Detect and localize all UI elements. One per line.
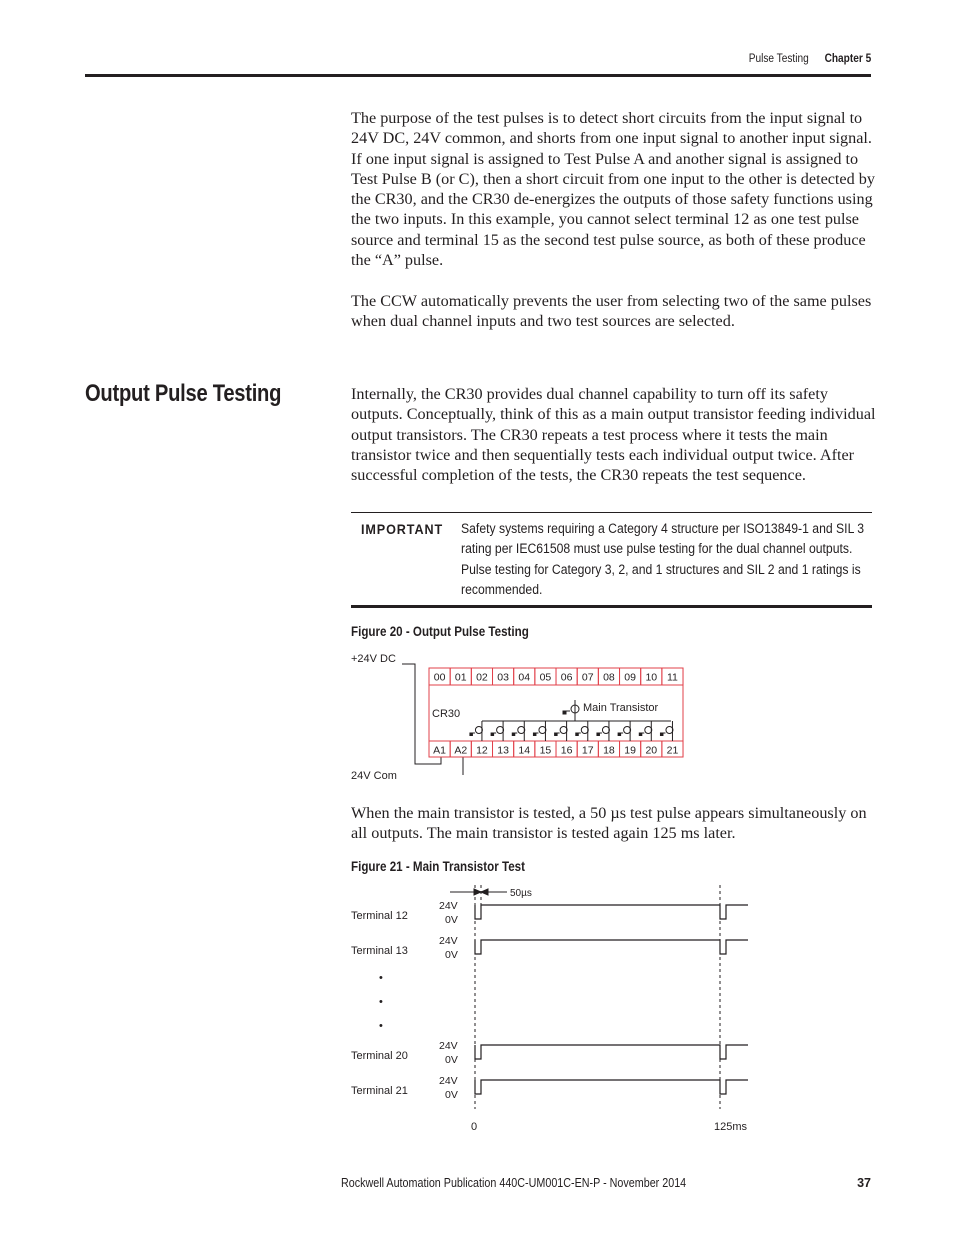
important-callout — [351, 512, 872, 608]
output-transistor-symbol — [533, 721, 546, 741]
terminal-label-bottom: 12 — [476, 744, 488, 757]
running-header — [748, 53, 871, 65]
output-transistor-symbol — [470, 721, 483, 741]
footer-publication: Rockwell Automation Publication 440C-UM001C-EN-P - November 2014 — [341, 1176, 687, 1190]
output-transistor-symbol — [618, 721, 631, 741]
terminal-label-top: 08 — [603, 671, 615, 684]
terminal-label-top: 09 — [624, 671, 636, 684]
level-24v-label: 24V — [439, 900, 458, 912]
bottom-terminal-row — [429, 741, 683, 757]
main-transistor-symbol — [563, 700, 579, 721]
terminal-label-bottom: A2 — [454, 744, 468, 757]
terminal-label-top: 04 — [518, 671, 531, 684]
terminal-label-bottom: 16 — [560, 744, 573, 757]
terminal-label-bottom: 18 — [603, 744, 615, 757]
output-transistor-symbol — [555, 721, 568, 741]
section-heading: Output Pulse Testing — [85, 380, 282, 407]
pulse-waveform — [475, 1080, 748, 1094]
terminal-label-bottom: 15 — [539, 744, 552, 757]
time-125ms-label: 125ms — [714, 1121, 748, 1133]
figure-20-caption: Figure 20 - Output Pulse Testing — [351, 624, 529, 639]
dot-2: • — [379, 996, 383, 1008]
terminal-label-top: 11 — [667, 671, 678, 684]
time-zero-label: 0 — [471, 1121, 478, 1133]
terminal-row-label: Terminal 20 — [351, 1050, 408, 1062]
main-transistor-timing-diagram — [340, 877, 760, 1137]
header-section: Pulse Testing — [748, 53, 809, 65]
terminal-label-bottom: A1 — [433, 744, 447, 757]
terminal-label-bottom: 20 — [645, 744, 658, 757]
output-pulse-diagram — [340, 645, 700, 790]
terminal-label-top: 03 — [497, 671, 509, 684]
terminal-label-top: 00 — [433, 671, 446, 684]
output-transistors — [470, 721, 673, 741]
intro-paragraph-1: The purpose of the test pulses is to detect short circuits from the input signal to 24V DC, 24V common, and shorts from one input signal to another input signal. If one input signal is assigned to Test Pulse A and another signal is assigned to Test Pulse B (or C), then a short circuit from one input to the other is detected by the CR30, and the CR30 de-energizes the outputs of those safety functions using the two inputs. In this example, you cannot select terminal 12 as one test pulse source and terminal 15 as the second test pulse source, as both of these produce the “A” pulse. — [351, 109, 875, 270]
header-rule — [85, 74, 871, 77]
terminal-label-bottom: 14 — [518, 744, 531, 757]
intro-paragraph-2: The CCW automatically prevents the user from selecting two of the same pulses when dual channel inputs and two test sources are selected. — [351, 292, 872, 331]
terminal-label-bottom: 21 — [666, 744, 679, 757]
terminal-label-bottom: 19 — [624, 744, 636, 757]
dot-1: • — [379, 972, 383, 984]
plus-24v-label: +24V DC — [351, 653, 396, 665]
pulse-waveform — [475, 940, 748, 954]
level-0v-label: 0V — [445, 914, 458, 926]
dot-3: • — [379, 1020, 383, 1032]
terminal-label-top: 06 — [560, 671, 573, 684]
main-transistor-label: Main Transistor — [583, 702, 659, 714]
output-transistor-symbol — [639, 721, 652, 741]
output-transistor-symbol — [491, 721, 504, 741]
header-chapter: Chapter 5 — [824, 53, 871, 65]
terminal-row-label: Terminal 13 — [351, 945, 408, 957]
pulse-waveform — [475, 905, 748, 919]
terminal-label-top: 05 — [539, 671, 552, 684]
terminal-row-label: Terminal 21 — [351, 1085, 408, 1097]
important-label: IMPORTANT — [361, 521, 444, 537]
level-0v-label: 0V — [445, 949, 458, 961]
terminal-label-bottom: 13 — [497, 744, 509, 757]
terminal-label-top: 02 — [476, 671, 488, 684]
cr30-label: CR30 — [432, 708, 461, 720]
level-0v-label: 0V — [445, 1089, 458, 1101]
top-terminal-row — [429, 668, 683, 685]
output-transistor-symbol — [597, 721, 610, 741]
output-transistor-symbol — [660, 721, 673, 741]
level-0v-label: 0V — [445, 1054, 458, 1066]
terminal-label-top: 10 — [645, 671, 658, 684]
level-24v-label: 24V — [439, 935, 458, 947]
terminal-label-top: 01 — [454, 671, 467, 684]
pulse-waveform — [475, 1045, 748, 1059]
pulse-width-label: 50µs — [510, 888, 532, 899]
paragraph-main-transistor: When the main transistor is tested, a 50 µs test pulse appears simultaneously on all outputs. The main transistor is tested again 125 ms later. — [351, 804, 867, 843]
terminal-row-label: Terminal 12 — [351, 910, 408, 922]
important-text: Safety systems requiring a Category 4 structure per ISO13849-1 and SIL 3 rating per IEC61508 must use pulse testing for the dual channel outputs. Pulse testing for Category 3, 2, and 1 structures and SIL 2 and 1 ratings is recommended. — [461, 521, 865, 598]
level-24v-label: 24V — [439, 1040, 458, 1052]
24v-com-label: 24V Com — [351, 770, 397, 782]
page-number: 37 — [857, 1176, 871, 1190]
section-paragraph: Internally, the CR30 provides dual channel capability to turn off its safety outputs. Conceptually, think of this as a main output transistor feeding individual output transistors. The CR30 repeats a test process where it tests the main transistor twice and then sequentially tests each individual output twice. After successful completion of the tests, the CR30 repeats the test sequence. — [351, 385, 876, 485]
level-24v-label: 24V — [439, 1075, 458, 1087]
figure-21-caption: Figure 21 - Main Transistor Test — [351, 859, 525, 874]
terminal-label-top: 07 — [581, 671, 594, 684]
output-transistor-symbol — [512, 721, 525, 741]
output-transistor-symbol — [576, 721, 589, 741]
terminal-label-bottom: 17 — [581, 744, 594, 757]
